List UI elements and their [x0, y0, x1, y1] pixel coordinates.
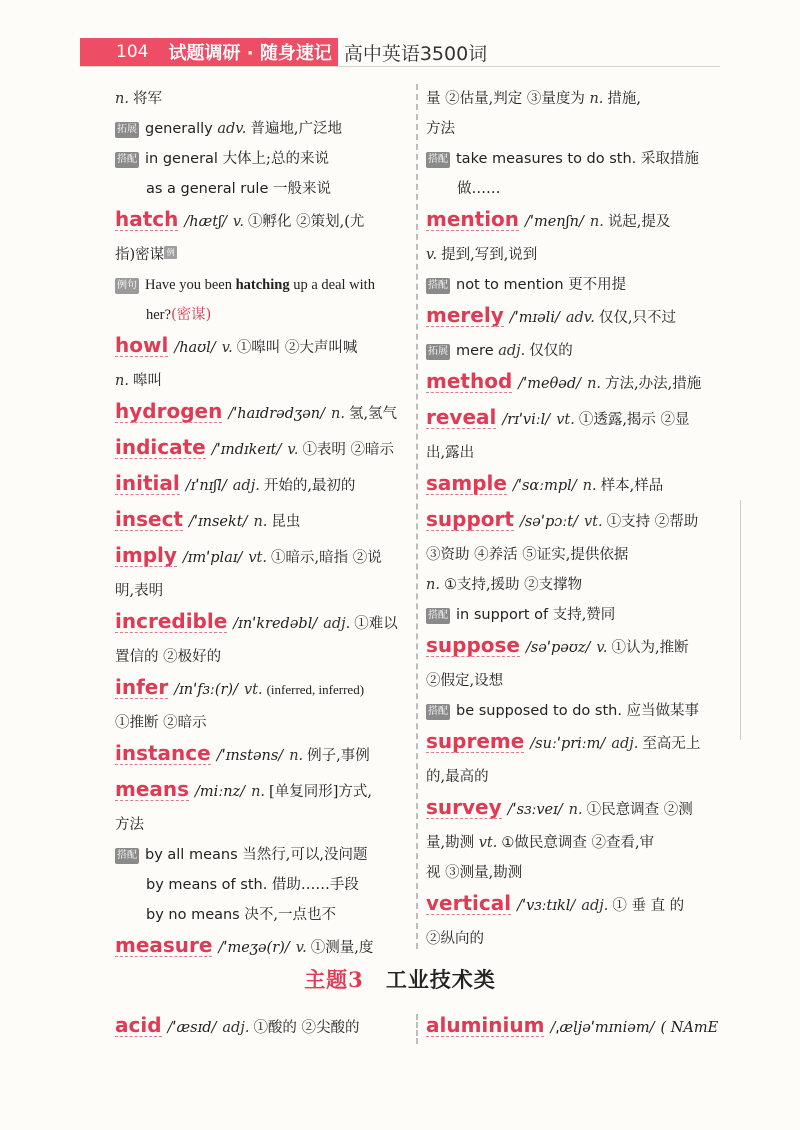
entry-supreme: supreme /suːˈpriːm/ adj. 至高无上: [426, 729, 701, 753]
example-sentence: her?(密谋): [146, 307, 212, 323]
collocation-line: 搭配 take measures to do sth. 采取措施: [428, 151, 699, 167]
headword: initial: [115, 471, 180, 495]
collocation-line: 搭配 in support of 支持,赞同: [428, 607, 616, 623]
collocation-line: 搭配 be supposed to do sth. 应当做某事: [428, 703, 700, 719]
entry-line: 方法: [115, 817, 144, 833]
entry-line: v. 提到,写到,说到: [426, 247, 538, 263]
entry-line: 量 ②估量,判定 ③量度为 n. 措施,: [426, 91, 641, 107]
entry-measure: measure /ˈmeʒə(r)/ v. ①测量,度: [115, 933, 374, 957]
collocation-tag: 搭配: [426, 152, 450, 168]
entry-incredible: incredible /ɪnˈkredəbl/ adj. ①难以: [115, 609, 398, 633]
collocation-line: 搭配 not to mention 更不用提: [428, 277, 627, 293]
collocation-line: 搭配 in general 大体上;总的来说: [117, 151, 329, 167]
entry-means: means /miːnz/ n. [单复同形]方式,: [115, 777, 372, 801]
entry-line: 方法: [426, 121, 455, 137]
entry-instance: instance /ˈɪnstəns/ n. 例子,事例: [115, 741, 370, 765]
entry-line: 明,表明: [115, 583, 164, 599]
entry-line: ①推断 ②暗示: [115, 715, 207, 731]
headword: suppose: [426, 633, 520, 657]
entry-insect: insect /ˈɪnsekt/ n. 昆虫: [115, 507, 301, 531]
headword: instance: [115, 741, 211, 765]
entry-line: 视 ③测量,勘测: [426, 865, 523, 881]
entry-reveal: reveal /rɪˈviːl/ vt. ①透露,揭示 ②显: [426, 405, 690, 429]
collocation-tag: 搭配: [426, 278, 450, 294]
entry-line: n. ①支持,援助 ②支撑物: [426, 577, 583, 593]
headword: survey: [426, 795, 502, 819]
section-number: 主题3: [304, 967, 364, 992]
entry-initial: initial /ɪˈnɪʃl/ adj. 开始的,最初的: [115, 471, 356, 495]
header-rule: [80, 66, 720, 67]
collocation-tag: 搭配: [115, 152, 139, 168]
entry-method: method /ˈmeθəd/ n. 方法,办法,措施: [426, 369, 702, 393]
headword: hatch: [115, 207, 179, 231]
entry-suppose: suppose /səˈpəʊz/ v. ①认为,推断: [426, 633, 689, 657]
entry-imply: imply /ɪmˈplaɪ/ vt. ①暗示,暗指 ②说: [115, 543, 382, 567]
headword: indicate: [115, 435, 206, 459]
collocation-line: as a general rule 一般来说: [146, 181, 331, 197]
headword: imply: [115, 543, 177, 567]
entry-line: ③资助 ④养活 ⑤证实,提供依据: [426, 547, 629, 563]
entry-sample: sample /ˈsɑːmpl/ n. 样本,样品: [426, 471, 664, 495]
collocation-line: by no means 决不,一点也不: [146, 907, 336, 923]
headword: incredible: [115, 609, 228, 633]
headword: measure: [115, 933, 213, 957]
page-header: [80, 38, 487, 66]
column-divider: [416, 1014, 418, 1044]
collocation-tag: 搭配: [426, 608, 450, 624]
extend-tag: 拓展: [426, 344, 450, 360]
entry-infer: infer /ɪnˈfɜː(r)/ vt. (inferred, inferred): [115, 675, 365, 699]
right-column: [426, 84, 726, 954]
entry-line: 的,最高的: [426, 769, 489, 785]
page-edge-line: [740, 500, 741, 740]
entry-line: 出,露出: [426, 445, 475, 461]
entry-howl: howl /haʊl/ v. ①嗥叫 ②大声叫喊: [115, 333, 358, 357]
entry-acid: acid /ˈæsɪd/ adj. ①酸的 ②尖酸的: [115, 1013, 360, 1037]
example-mark-icon: 例: [164, 246, 177, 259]
section-heading: [0, 964, 800, 994]
headword: infer: [115, 675, 169, 699]
series-title: 试题调研 · 随身速记: [162, 38, 335, 66]
entry-vertical: vertical /ˈvɜːtɪkl/ adj. ① 垂 直 的: [426, 891, 685, 915]
entry-line: n. 将军: [115, 91, 162, 107]
entry-indicate: indicate /ˈɪndɪkeɪt/ v. ①表明 ②暗示: [115, 435, 395, 459]
collocation-line: 搭配 by all means 当然行,可以,没问题: [117, 847, 368, 863]
page-number: 104: [80, 38, 162, 66]
entry-line: ②纵向的: [426, 931, 484, 947]
collocation-line: by means of sth. 借助……手段: [146, 877, 359, 893]
headword: mention: [426, 207, 520, 231]
entry-line: 置信的 ②极好的: [115, 649, 222, 665]
entry-aluminium: aluminium /ˌæljəˈmɪniəm/ ( NAmE: [426, 1013, 719, 1037]
left-column: [115, 84, 410, 966]
headword: sample: [426, 471, 507, 495]
headword: hydrogen: [115, 399, 223, 423]
headword: aluminium: [426, 1013, 545, 1037]
entry-line: ②假定,设想: [426, 673, 504, 689]
headword: supreme: [426, 729, 525, 753]
entry-support: support /səˈpɔːt/ vt. ①支持 ②帮助: [426, 507, 699, 531]
entry-hydrogen: hydrogen /ˈhaɪdrədʒən/ n. 氢,氢气: [115, 399, 398, 423]
entry-mention: mention /ˈmenʃn/ n. 说起,提及: [426, 207, 671, 231]
section-name: 工业技术类: [385, 967, 496, 992]
entry-line: n. 嗥叫: [115, 373, 162, 389]
collocation-tag: 搭配: [115, 848, 139, 864]
headword: support: [426, 507, 514, 531]
entry-line: 量,勘测 vt. ①做民意调查 ②查看,审: [426, 835, 655, 851]
collocation-line: 做……: [457, 181, 501, 197]
entry-line: 指)密谋 例: [115, 240, 410, 270]
entry-survey: survey /ˈsɜːveɪ/ n. ①民意调查 ②测: [426, 795, 693, 819]
entry-hatch: hatch /hætʃ/ v. ①孵化 ②策划,(尤: [115, 207, 365, 231]
headword: reveal: [426, 405, 497, 429]
headword: merely: [426, 303, 504, 327]
headword: method: [426, 369, 513, 393]
extend-tag: 拓展: [115, 122, 139, 138]
entry-merely: merely /ˈmɪəli/ adv. 仅仅,只不过: [426, 303, 676, 327]
column-divider: [416, 84, 418, 949]
extend-line: 拓展 generally adv. 普遍地,广泛地: [117, 121, 342, 137]
headword: howl: [115, 333, 169, 357]
book-title: 高中英语3500词: [343, 42, 488, 65]
extend-line: 拓展 mere adj. 仅仅的: [428, 343, 573, 359]
headword: vertical: [426, 891, 512, 915]
example-tag: 例句: [115, 278, 139, 294]
headword: means: [115, 777, 190, 801]
collocation-tag: 搭配: [426, 704, 450, 720]
example-sentence: 例句 Have you been hatching up a deal with: [117, 277, 375, 293]
headword: insect: [115, 507, 183, 531]
headword: acid: [115, 1013, 162, 1037]
